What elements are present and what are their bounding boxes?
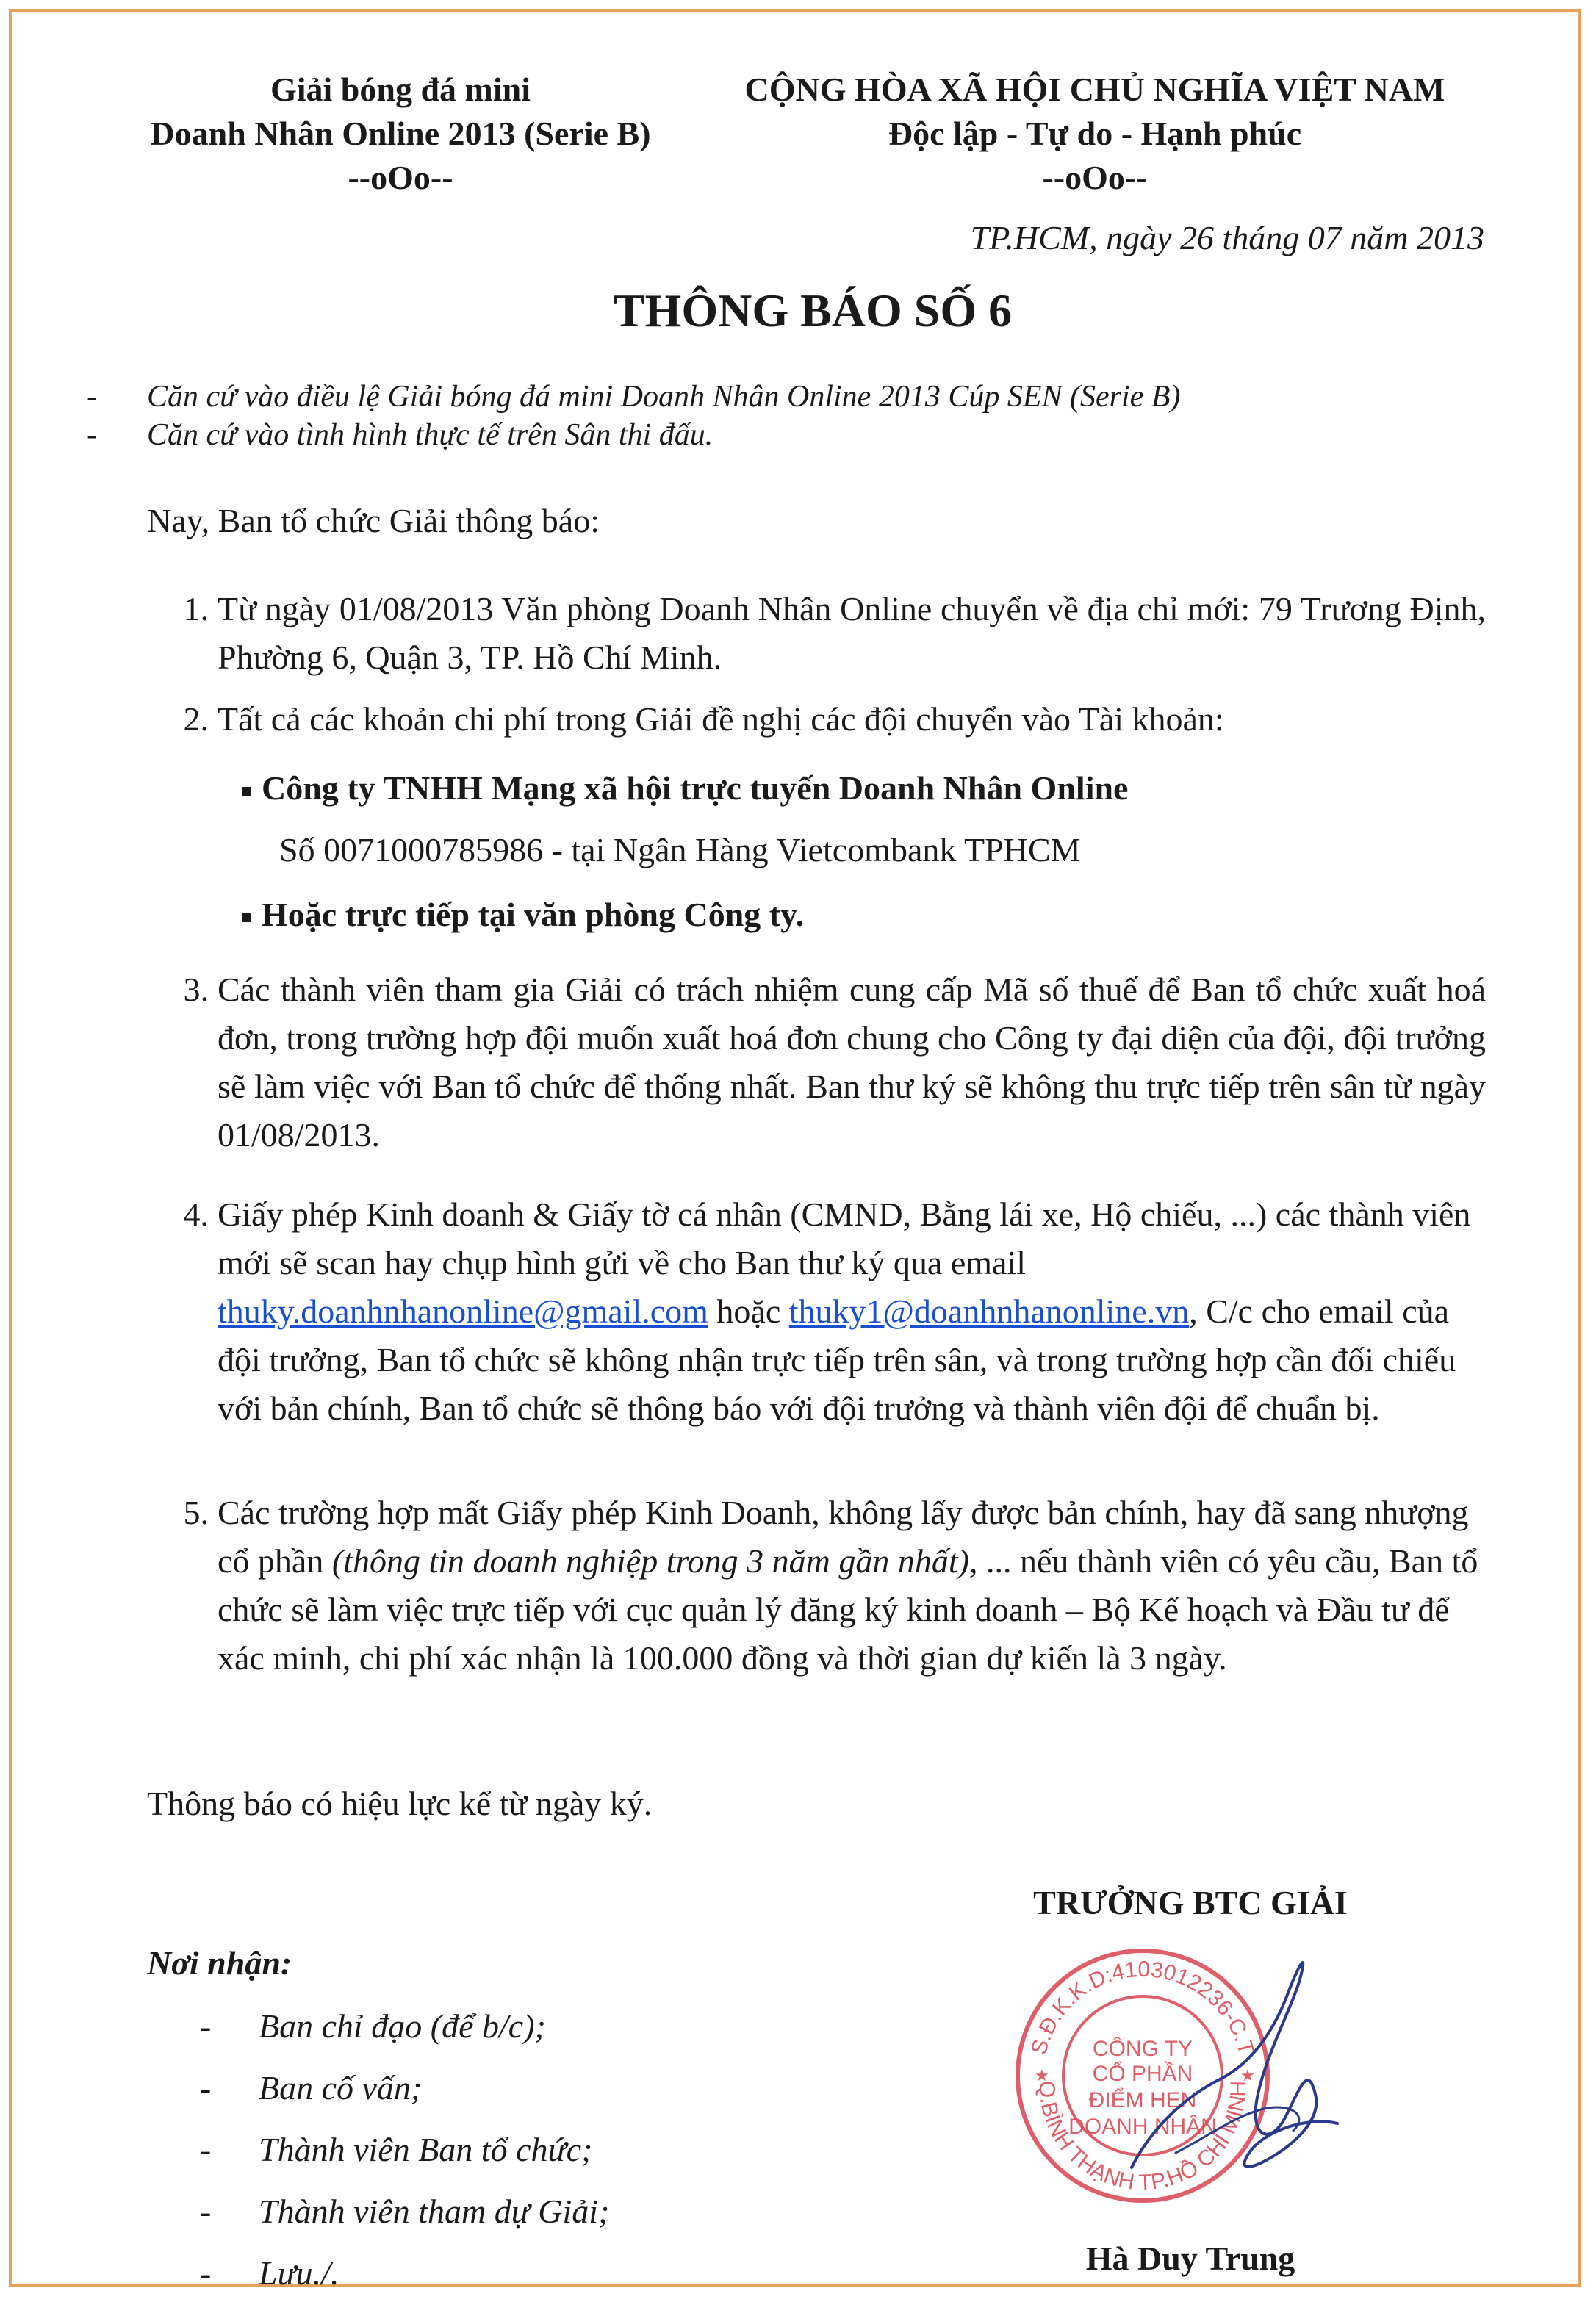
header-right-line1: CỘNG HÒA XÃ HỘI CHỦ NGHĨA VIỆT NAM bbox=[744, 71, 1445, 108]
item-4-text-b: , C/c cho email của đội trưởng, Ban tổ chức sẽ không nhận trực tiếp trên sân, và trong trường hợp cần đối chiếu với bản chính, Ban tổ chức sẽ thông báo với đội trưởng và thành viên đội để chuẩn bị. bbox=[218, 1292, 1456, 1427]
recipient-text: Lưu./. bbox=[259, 2254, 339, 2292]
email-link-thuky[interactable]: thuky.doanhnhanonline@gmail.com bbox=[218, 1292, 708, 1330]
sub-item-text: Công ty TNHH Mạng xã hội trực tuyến Doanh Nhân Online bbox=[262, 769, 1129, 807]
svg-text:CỔ PHẦN: CỔ PHẦN bbox=[1092, 2062, 1193, 2086]
sub-item-2 bbox=[242, 891, 804, 939]
item-number: 3. bbox=[183, 971, 209, 1008]
basis-dash: - bbox=[87, 380, 97, 414]
item-4-text-a: Giấy phép Kinh doanh & Giấy tờ cá nhân (CMND, Bằng lái xe, Hộ chiếu, ...) các thành viên mới sẽ scan hay chụp hình gửi về cho Ban thư ký qua email bbox=[218, 1195, 1471, 1281]
item-text bbox=[170, 1489, 1486, 1683]
item-5-text-a: Các trường hợp mất Giấy phép Kinh Doanh, không lấy được bản chính, hay đã sang nhượng cổ phần bbox=[218, 1494, 1469, 1580]
page-title: THÔNG BÁO SỐ 6 bbox=[613, 284, 1013, 337]
header-left-line1: Giải bóng đá mini bbox=[270, 71, 531, 108]
recipient-item bbox=[200, 2066, 609, 2128]
email-link-thuky1[interactable]: thuky1@doanhnhanonline.vn bbox=[788, 1292, 1190, 1330]
recipients-heading: Nơi nhận: bbox=[147, 1944, 292, 1982]
svg-text:ĐIỂM HẸN: ĐIỂM HẸN bbox=[1088, 2088, 1197, 2112]
item-5-italic: (thông tin doanh nghiệp trong 3 năm gần nhất), bbox=[331, 1542, 978, 1580]
recipient-item bbox=[200, 2190, 609, 2251]
svg-text:CÔNG TY: CÔNG TY bbox=[1092, 2037, 1193, 2061]
item-number: 4. bbox=[183, 1195, 209, 1233]
svg-text:DOANH NHÂN: DOANH NHÂN bbox=[1068, 2115, 1217, 2139]
item-text: Từ ngày 01/08/2013 Văn phòng Doanh Nhân Online chuyển về địa chỉ mới: 79 Trương Định, Phường 6, Quận 3, TP. Hồ Chí Minh. bbox=[218, 590, 1486, 676]
recipient-text: Thành viên tham dự Giải; bbox=[259, 2193, 610, 2230]
item-5-text-b: ... nếu thành viên có yêu cầu, Ban tổ chức sẽ làm việc trực tiếp với cục quản lý đăng ký kinh doanh – Bộ Kế hoạch và Đầu tư để xác minh, chi phí xác nhận là 100.000 đồng và thời gian dự kiến là 3 ngày. bbox=[218, 1542, 1478, 1677]
recipient-dash: - bbox=[200, 2254, 212, 2292]
recipient-dash: - bbox=[200, 2007, 212, 2045]
recipient-item bbox=[200, 2004, 609, 2066]
signer-name: Hà Duy Trung bbox=[1085, 2240, 1295, 2277]
item-number: 2. bbox=[183, 700, 209, 738]
item-number: 5. bbox=[183, 1494, 209, 1531]
sub-item-1-detail: Số 0071000785986 - tại Ngân Hàng Vietcombank TPHCM bbox=[279, 831, 1081, 868]
bullet-square-icon bbox=[242, 913, 251, 922]
basis-list bbox=[87, 378, 1483, 454]
recipient-text: Thành viên Ban tổ chức; bbox=[259, 2131, 593, 2168]
header-right-line3: --oOo-- bbox=[1042, 159, 1148, 196]
header-left-line2: Doanh Nhân Online 2013 (Serie B) bbox=[150, 115, 651, 152]
item-5 bbox=[170, 1489, 1486, 1683]
item-2 bbox=[170, 695, 1486, 744]
item-text bbox=[170, 1190, 1486, 1433]
recipient-text: Ban cố vấn; bbox=[259, 2069, 423, 2107]
recipient-dash: - bbox=[200, 2069, 212, 2107]
signature-role: TRƯỞNG BTC GIẢI bbox=[1033, 1884, 1348, 1921]
svg-text:★: ★ bbox=[1240, 2066, 1255, 2084]
item-1 bbox=[170, 585, 1486, 682]
recipient-item bbox=[200, 2251, 609, 2313]
item-number: 1. bbox=[183, 590, 209, 627]
recipient-text: Ban chỉ đạo (để b/c); bbox=[259, 2007, 546, 2045]
effective-text: Thông báo có hiệu lực kể từ ngày ký. bbox=[147, 1785, 653, 1822]
basis-dash: - bbox=[87, 418, 97, 452]
item-4-or: hoặc bbox=[716, 1292, 781, 1330]
sub-item-1 bbox=[242, 764, 1128, 813]
bullet-square-icon bbox=[242, 787, 251, 796]
date-line: TP.HCM, ngày 26 tháng 07 năm 2013 bbox=[970, 219, 1484, 256]
intro-text: Nay, Ban tổ chức Giải thông báo: bbox=[147, 502, 600, 539]
item-4 bbox=[170, 1190, 1486, 1433]
header-left bbox=[96, 68, 705, 200]
svg-text:★: ★ bbox=[1035, 2066, 1049, 2084]
recipient-dash: - bbox=[200, 2131, 212, 2168]
basis-text: Căn cứ vào điều lệ Giải bóng đá mini Doanh Nhân Online 2013 Cúp SEN (Serie B) bbox=[147, 380, 1181, 414]
recipient-item bbox=[200, 2128, 609, 2190]
svg-text:Q.BÌNH THẠNH TP.HỒ CHÍ MINH: Q.BÌNH THẠNH TP.HỒ CHÍ MINH bbox=[1034, 2080, 1251, 2195]
header-right-line2: Độc lập - Tự do - Hạnh phúc bbox=[888, 115, 1302, 152]
item-3 bbox=[170, 965, 1486, 1159]
basis-text: Căn cứ vào tình hình thực tế trên Sân thi đấu. bbox=[147, 418, 713, 452]
basis-item bbox=[87, 378, 1483, 416]
recipient-dash: - bbox=[200, 2193, 212, 2230]
basis-item bbox=[87, 416, 1483, 454]
svg-text:S.Đ.K.K.D:4103012236-C.T: S.Đ.K.K.D:4103012236-C.T bbox=[1027, 1957, 1259, 2058]
handwritten-signature-icon bbox=[1088, 1932, 1367, 2197]
header-left-line3: --oOo-- bbox=[348, 159, 453, 196]
item-text: Các thành viên tham gia Giải có trách nhiệm cung cấp Mã số thuế để Ban tổ chức xuất hoá đơn, trong trường hợp đội muốn xuất hoá đơn chung cho Công ty đại diện của đội, đội trưởng sẽ làm việc với Ban tổ chức để thống nhất. Ban thư ký sẽ không thu trực tiếp trên sân từ ngày 01/08/2013. bbox=[218, 971, 1486, 1154]
header-right bbox=[705, 68, 1484, 200]
item-text: Tất cả các khoản chi phí trong Giải đề nghị các đội chuyển vào Tài khoản: bbox=[218, 700, 1224, 738]
recipients-list bbox=[200, 2004, 609, 2313]
sub-item-text: Hoặc trực tiếp tại văn phòng Công ty. bbox=[262, 896, 805, 933]
